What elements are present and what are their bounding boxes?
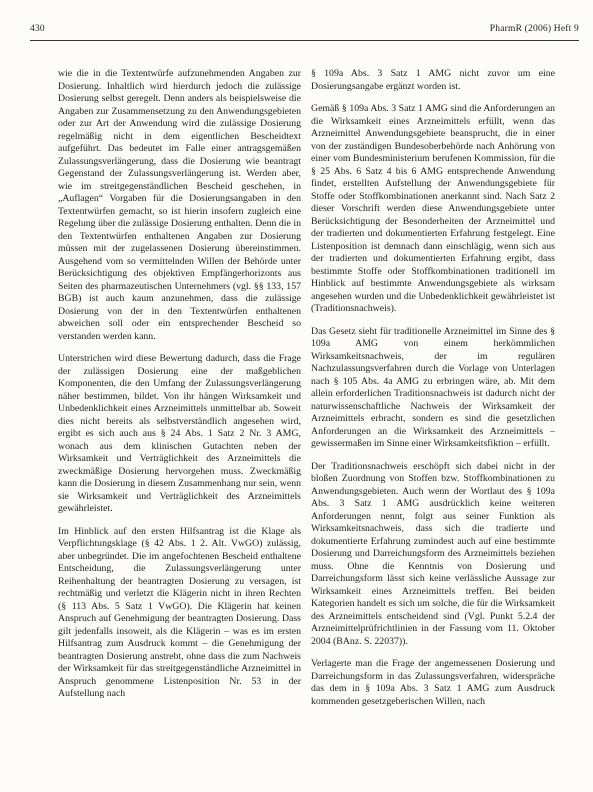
running-header <box>30 24 579 38</box>
paragraph: Im Hinblick auf den ersten Hilfsantrag ist die Klage als Verpflichtungsklage (§ 42 Abs. 1 2. Alt. VwGO) zulässig, aber unbegründet. Die im angefochtenen Bescheid enthaltene Entscheidung, die Zulassungsverlängerung unter Reihenhaltung der beantragten Dosierung zu versagen, ist rechtmäßig und verletzt die Klägerin nicht in ihren Rechten (§ 113 Abs. 5 Satz 1 VwGO). Die Klägerin hat keinen Anspruch auf Genehmigung der beantragten Dosierung. Dass gilt jedenfalls insoweit, als die Klägerin – was es im ersten Hilfsantrag zum Ausdruck kommt – die Genehmigung der beantragten Dosierung anstrebt, ohne dass die zum Nachweis der Wirksamkeit für das streitgegenständliche Arzneimittel in Anspruch genommene Listenposition Nr. 53 in der Aufstellung nach <box>58 525 301 699</box>
left-column <box>58 68 301 711</box>
paragraph: Unterstrichen wird diese Bewertung dadurch, dass die Frage der zulässigen Dosierung eine der maßgeblichen Komponenten, die den Umfang der Zulassungsverlängerung näher bestimmen, bildet. Von ihr hängen Wirksamkeit und Unbedenklichkeit eines Arzneimittels unmittelbar ab. Soweit dies nicht bereits als selbstverständlich angesehen wird, ergibt es sich auch aus § 24 Abs. 1 Satz 2 Nr. 3 AMG, wonach aus dem klinischen Gutachten neben der Wirksamkeit und Verträglichkeit des Arzneimittels die zweckmäßige Dosierung hervorgehen muss. Zweckmäßig kann die Dosierung in diesem Zusammenhang nur sein, wenn sie Wirksamkeit und Verträglichkeit des Arzneimittels gewährleistet. <box>58 353 301 514</box>
journal-citation: PharmR (2006) Heft 9 <box>489 24 579 34</box>
right-column <box>311 68 555 718</box>
paragraph: Das Gesetz sieht für traditionelle Arzneimittel im Sinne des § 109a AMG von einem herkömmlichen Wirksamkeitsnachweis, der im regulären Nachzulassungsverfahren durch die Vorlage von Unterlagen nach § 105 Abs. 4a AMG zu erbringen wäre, ab. Mit dem allein erforderlichen Traditionsnachweis ist dadurch nicht der naturwissenschaftliche Nachweis der Wirksamkeit der Arzneimittels erbracht, sondern es sind die gesetzlichen Anforderungen an die Wirksamkeit des Arzneimittels – gewissermaßen im Sinne einer Wirksamkeitsfiktion – erfüllt. <box>311 325 555 449</box>
paragraph: Gemäß § 109a Abs. 3 Satz 1 AMG sind die Anforderungen an die Wirksamkeit eines Arzneimittels erfüllt, wenn das Arzneimittel Anwendungsgebiete beansprucht, die in einer von der zuständigen Bundesoberbehörde nach Anhörung von einer vom Bundesministerium berufenen Kommission, für die § 25 Abs. 6 Satz 4 bis 6 AMG entsprechende Anwendung findet, erstellten Aufstellung der Anwendungsgebiete für Stoffe oder Stoffkombinationen anerkannt sind. Nach Satz 2 dieser Vorschrift werden diese Anwendungsgebiete unter Berücksichtigung der Besonderheiten der Arzneimittel und der tradierten und dokumentierten Erfahrung festgelegt. Eine Listenposition ist demnach dann einschlägig, wenn sich aus der tradierten und dokumentierten Erfahrung ergibt, dass bestimmte Stoffe oder Stoffkombinationen traditionell im Hinblick auf bestimmte Anwendungsgebiete als wirksam angesehen wurden und die Unbedenklichkeit gewährleistet ist (Traditionsnachweis). <box>311 103 555 314</box>
header-rule <box>30 40 579 41</box>
paragraph: § 109a Abs. 3 Satz 1 AMG nicht zuvor um eine Dosierungsangabe ergänzt worden ist. <box>311 68 555 92</box>
paragraph: wie die in die Textentwürfe aufzunehmenden Angaben zur Dosierung. Inhaltlich wird hierdurch jedoch die zulässige Dosierung selbst geregelt. Denn anders als beispielsweise die Angaben zur Zusammensetzung zu den Anwendungsgebieten oder zur Art der Anwendung wird die zulässige Dosierung regelmäßig nicht in dem eigentlichen Bescheidtext aufgeführt. Das bedeutet im Falle einer antragsgemäßen Zulassungsverlängerung, dass die Dosierung wie beantragt Gegenstand der Zulassungsverlängerung ist. Werden aber, wie im streitgegenständlichen Bescheid geschehen, in „Auflagen“ Vorgaben für die Dosierungsangaben in den Textentwürfen gemacht, so ist hierin insofern zugleich eine Regelung über die zulässige Dosierung enthalten. Denn die in den Textentwürfen enthaltenen Angaben zur Dosierung müssen mit der zugelassenen Dosierung übereinstimmen. Ausgehend vom so vermittelnden Willen der Behörde unter Berücksichtigung des objektiven Empfängerhorizonts aus Seiten des pharmazeutischen Unternehmers (vgl. §§ 133, 157 BGB) ist auch kaum anzunehmen, dass die zulässige Dosierung von der in den Textentwürfen enthaltenen abweichen soll oder ein entsprechender Bescheid so verstanden werden kann. <box>58 68 301 342</box>
paragraph: Verlagerte man die Frage der angemessenen Dosierung und Darreichungsform in das Zulassungsverfahren, widerspräche das dem in § 109a Abs. 3 Satz 1 AMG zum Ausdruck kommenden gesetzgeberischen Willen, nach <box>311 658 555 707</box>
page-number: 430 <box>30 24 45 34</box>
paragraph: Der Traditionsnachweis erschöpft sich dabei nicht in der bloßen Zuordnung von Stoffen bzw. Stoffkombinationen zu Anwendungsgebieten. Auch wenn der Wortlaut des § 109a Abs. 3 Satz 1 AMG ausdrücklich keine weiteren Anforderungen nennt, folgt aus seiner Funktion als Wirksamkeitsnachweis, dass sich die tradierte und dokumentierte Erfahrung zumindest auch auf eine bestimmte Dosierung und Darreichungsform des Arzneimittels beziehen muss. Ohne die Kenntnis von Dosierung und Darreichungsform lässt sich keine verlässliche Aussage zur Wirksamkeit eines Arzneimittels treffen. Bei beiden Kategorien handelt es sich um solche, die für die Wirksamkeit des Arzneimittels entscheidend sind (Vgl. Punkt 5.2.4 der Arzneimittelprüfrichtlinien in der Fassung vom 11. Oktober 2004 (BAnz. S. 22037)). <box>311 460 555 647</box>
